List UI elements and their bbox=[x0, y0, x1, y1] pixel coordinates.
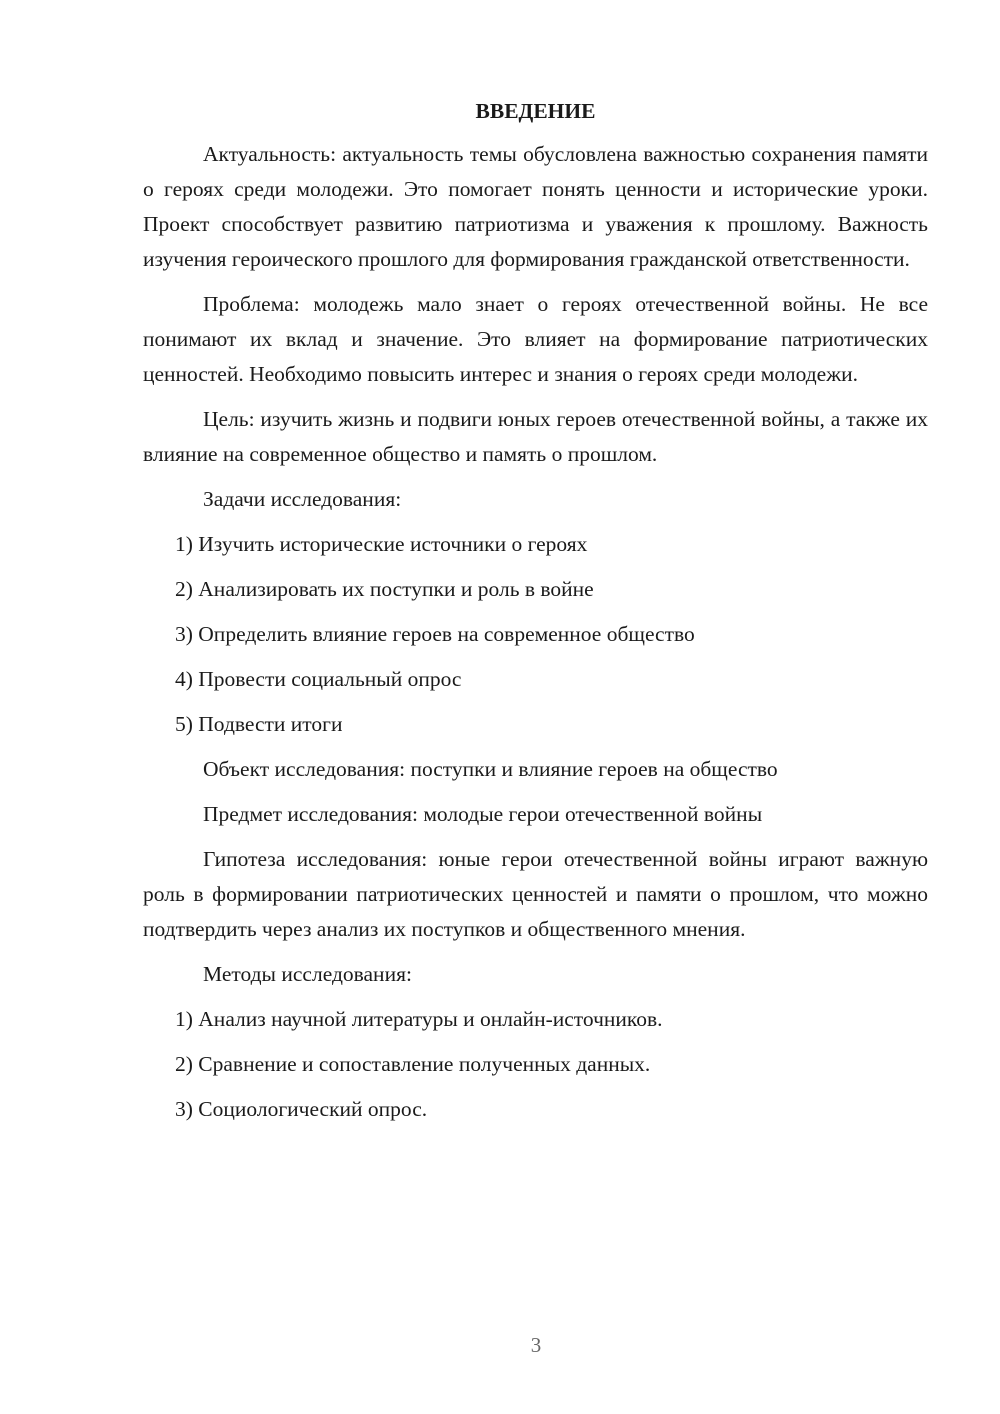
method-item: 2) Сравнение и сопоставление полученных данных. bbox=[175, 1052, 651, 1076]
page-title: ВВЕДЕНИЕ bbox=[475, 99, 596, 123]
task-item: 1) Изучить исторические источники о героях bbox=[175, 532, 588, 556]
hypothesis-paragraph: Гипотеза исследования: юные герои отечественной войны играют важную роль в формировании патриотических ценностей и памяти о прошлом, что можно подтвердить через анализ их поступков и общественного мнения. bbox=[143, 847, 928, 941]
methods-list bbox=[143, 1002, 928, 1127]
problem-paragraph: Проблема: молодежь мало знает о героях отечественной войны. Не все понимают их вклад и значение. Это влияет на формирование патриотических ценностей. Необходимо повысить интерес и знания о героях среди молодежи. bbox=[143, 292, 928, 386]
method-item: 1) Анализ научной литературы и онлайн-источников. bbox=[175, 1007, 663, 1031]
task-item: 3) Определить влияние героев на современное общество bbox=[175, 622, 695, 646]
goal-paragraph: Цель: изучить жизнь и подвиги юных героев отечественной войны, а также их влияние на современное общество и память о прошлом. bbox=[143, 407, 928, 466]
research-object: Объект исследования: поступки и влияние героев на общество bbox=[203, 757, 778, 781]
tasks-heading: Задачи исследования: bbox=[203, 487, 402, 511]
method-item: 3) Социологический опрос. bbox=[175, 1097, 428, 1121]
tasks-list bbox=[143, 527, 928, 742]
page-number: 3 bbox=[530, 1333, 542, 1357]
task-item: 4) Провести социальный опрос bbox=[175, 667, 462, 691]
research-subject: Предмет исследования: молодые герои отечественной войны bbox=[203, 802, 763, 826]
task-item: 5) Подвести итоги bbox=[175, 712, 343, 736]
methods-heading: Методы исследования: bbox=[203, 962, 412, 986]
relevance-paragraph: Актуальность: актуальность темы обусловлена важностью сохранения памяти о героях среди молодежи. Это помогает понять ценности и исторические уроки. Проект способствует развитию патриотизма и уважения к прошлому. Важность изучения героического прошлого для формирования гражданской ответственности. bbox=[143, 142, 928, 271]
task-item: 2) Анализировать их поступки и роль в войне bbox=[175, 577, 594, 601]
document-page bbox=[143, 96, 928, 1137]
